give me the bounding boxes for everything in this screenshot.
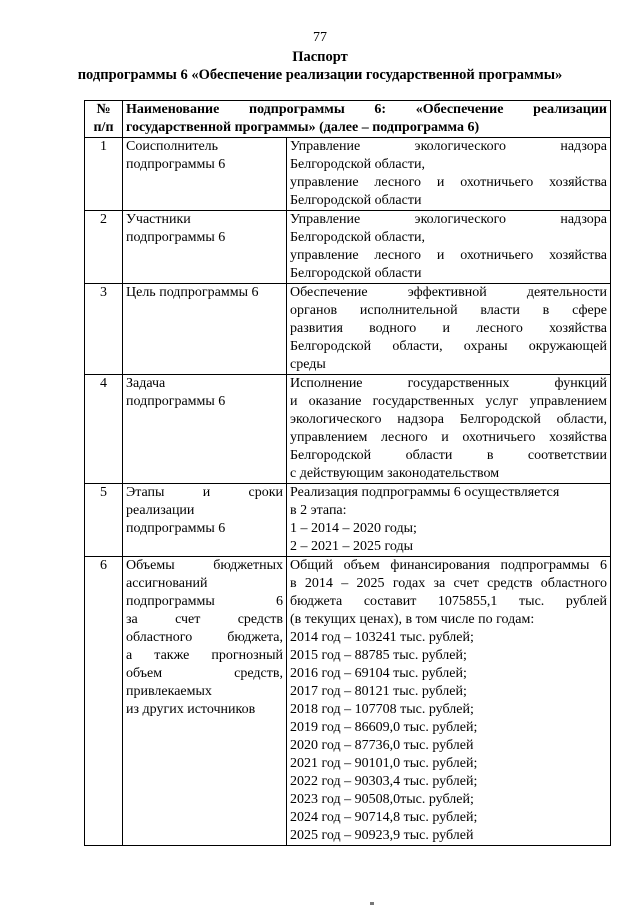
row-label-line: Задача [126,376,166,391]
row-value-line: Белгородской области [290,266,422,281]
header-name-cell [123,101,611,138]
row-label-cell [123,484,287,557]
table-body [85,138,611,846]
row-value-line: Обеспечение эффективной деятельности [290,285,607,300]
row-label-line: из других источников [126,702,256,717]
page-number: 77 [313,30,327,45]
row-value-cell [287,557,611,846]
row-value-line: 2021 год – 90101,0 тыс. рублей; [290,756,478,771]
row-label-line: привлекаемых [126,684,212,699]
row-value-line: 2019 год – 86609,0 тыс. рублей; [290,720,478,735]
row-value-cell [287,138,611,211]
row-label-line: Этапы и сроки [126,485,283,500]
row-value-line: Управление экологического надзора [290,139,607,154]
row-value-line: Реализация подпрограммы 6 осуществляется [290,485,560,500]
row-value-line: 2017 год – 80121 тыс. рублей; [290,684,467,699]
row-label-line: Цель подпрограммы 6 [126,285,259,300]
document-title [0,48,640,84]
row-number-cell: 5 [85,484,123,557]
row-value-line: Белгородской области [290,193,422,208]
row-value-line: 2023 год – 90508,0тыс. рублей; [290,792,474,807]
row-label-cell [123,138,287,211]
row-value-line: бюджета составит 1075855,1 тыс. рублей [290,594,607,609]
row-value-cell [287,211,611,284]
row-value-line: 2024 год – 90714,8 тыс. рублей; [290,810,478,825]
row-number-cell: 1 [85,138,123,211]
title-line-2: подпрограммы 6 «Обеспечение реализации государственной программы» [77,67,563,83]
title-line-1: Паспорт [292,49,348,65]
row-value-line: 2022 год – 90303,4 тыс. рублей; [290,774,478,789]
row-label-line: ассигнований [126,576,208,591]
row-value-line: 1 – 2014 – 2020 годы; [290,521,417,536]
row-value-line: 2018 год – 107708 тыс. рублей; [290,702,474,717]
row-value-line: управление лесного и охотничьего хозяйства [290,248,607,263]
table-row [85,211,611,284]
row-value-cell [287,375,611,484]
row-value-line: 2025 год – 90923,9 тыс. рублей [290,828,474,843]
row-value-cell [287,484,611,557]
row-label-line: подпрограммы 6 [126,230,226,245]
row-value-line: 2014 год – 103241 тыс. рублей; [290,630,474,645]
row-value-line: 2016 год – 69104 тыс. рублей; [290,666,467,681]
row-value-line: развития водного и лесного хозяйства [290,321,607,336]
row-value-line: и оказание государственных услуг управлением [290,394,607,409]
row-value-line: Белгородской области, охраны окружающей [290,339,607,354]
row-number-cell: 2 [85,211,123,284]
row-value-line: в 2 этапа: [290,503,347,518]
row-value-line: управление лесного и охотничьего хозяйства [290,175,607,190]
row-label-cell [123,284,287,375]
row-label-cell [123,557,287,846]
table-row [85,284,611,375]
row-value-line: 2 – 2021 – 2025 годы [290,539,414,554]
row-label-line: объем средств, [126,666,283,681]
header-name-line-1: Наименование подпрограммы 6: «Обеспечение реализации [126,102,607,117]
row-value-line: с действующим законодательством [290,466,500,481]
row-label-line: реализации [126,503,195,518]
header-number-cell [85,101,123,138]
row-value-line: Общий объем финансирования подпрограммы 6 [290,558,607,573]
row-value-line: (в текущих ценах), в том числе по годам: [290,612,535,627]
row-value-line: Управление экологического надзора [290,212,607,227]
row-value-cell [287,284,611,375]
header-number-line-2: п/п [93,120,114,135]
row-value-line: управлением лесного и охотничьего хозяйства [290,430,607,445]
row-number-cell: 6 [85,557,123,846]
row-value-line: в 2014 – 2025 годах за счет средств областного [290,576,607,591]
row-label-line: подпрограммы 6 [126,394,226,409]
row-label-line: Соисполнитель [126,139,219,154]
row-value-line: Исполнение государственных функций [290,376,607,391]
row-value-line: Белгородской области, [290,157,425,172]
row-label-line: Объемы бюджетных [126,558,283,573]
table-row [85,375,611,484]
row-value-line: экологического надзора Белгородской области, [290,412,607,427]
row-label-cell [123,375,287,484]
header-number-line-1: № [96,102,111,117]
table-row [85,138,611,211]
table-row [85,484,611,557]
row-label-line: подпрограммы 6 [126,594,283,609]
row-value-line: 2015 год – 88785 тыс. рублей; [290,648,467,663]
row-value-line: Белгородской области, [290,230,425,245]
row-label-line: за счет средств [126,612,283,627]
row-label-line: подпрограммы 6 [126,157,226,172]
row-number-cell: 4 [85,375,123,484]
passport-table [84,100,611,846]
row-value-line: среды [290,357,326,372]
row-label-line: Участники [126,212,191,227]
table-header-row [85,101,611,138]
row-value-line: органов исполнительной власти в сфере [290,303,607,318]
row-label-cell [123,211,287,284]
header-name-line-2: государственной программы» (далее – подпрограмма 6) [126,120,480,135]
row-value-line: Белгородской области в соответствии [290,448,607,463]
row-label-line: подпрограммы 6 [126,521,226,536]
table-row [85,557,611,846]
row-label-line: а также прогнозный [126,648,283,663]
row-label-line: областного бюджета, [126,630,283,645]
row-value-line: 2020 год – 87736,0 тыс. рублей [290,738,474,753]
row-number-cell: 3 [85,284,123,375]
